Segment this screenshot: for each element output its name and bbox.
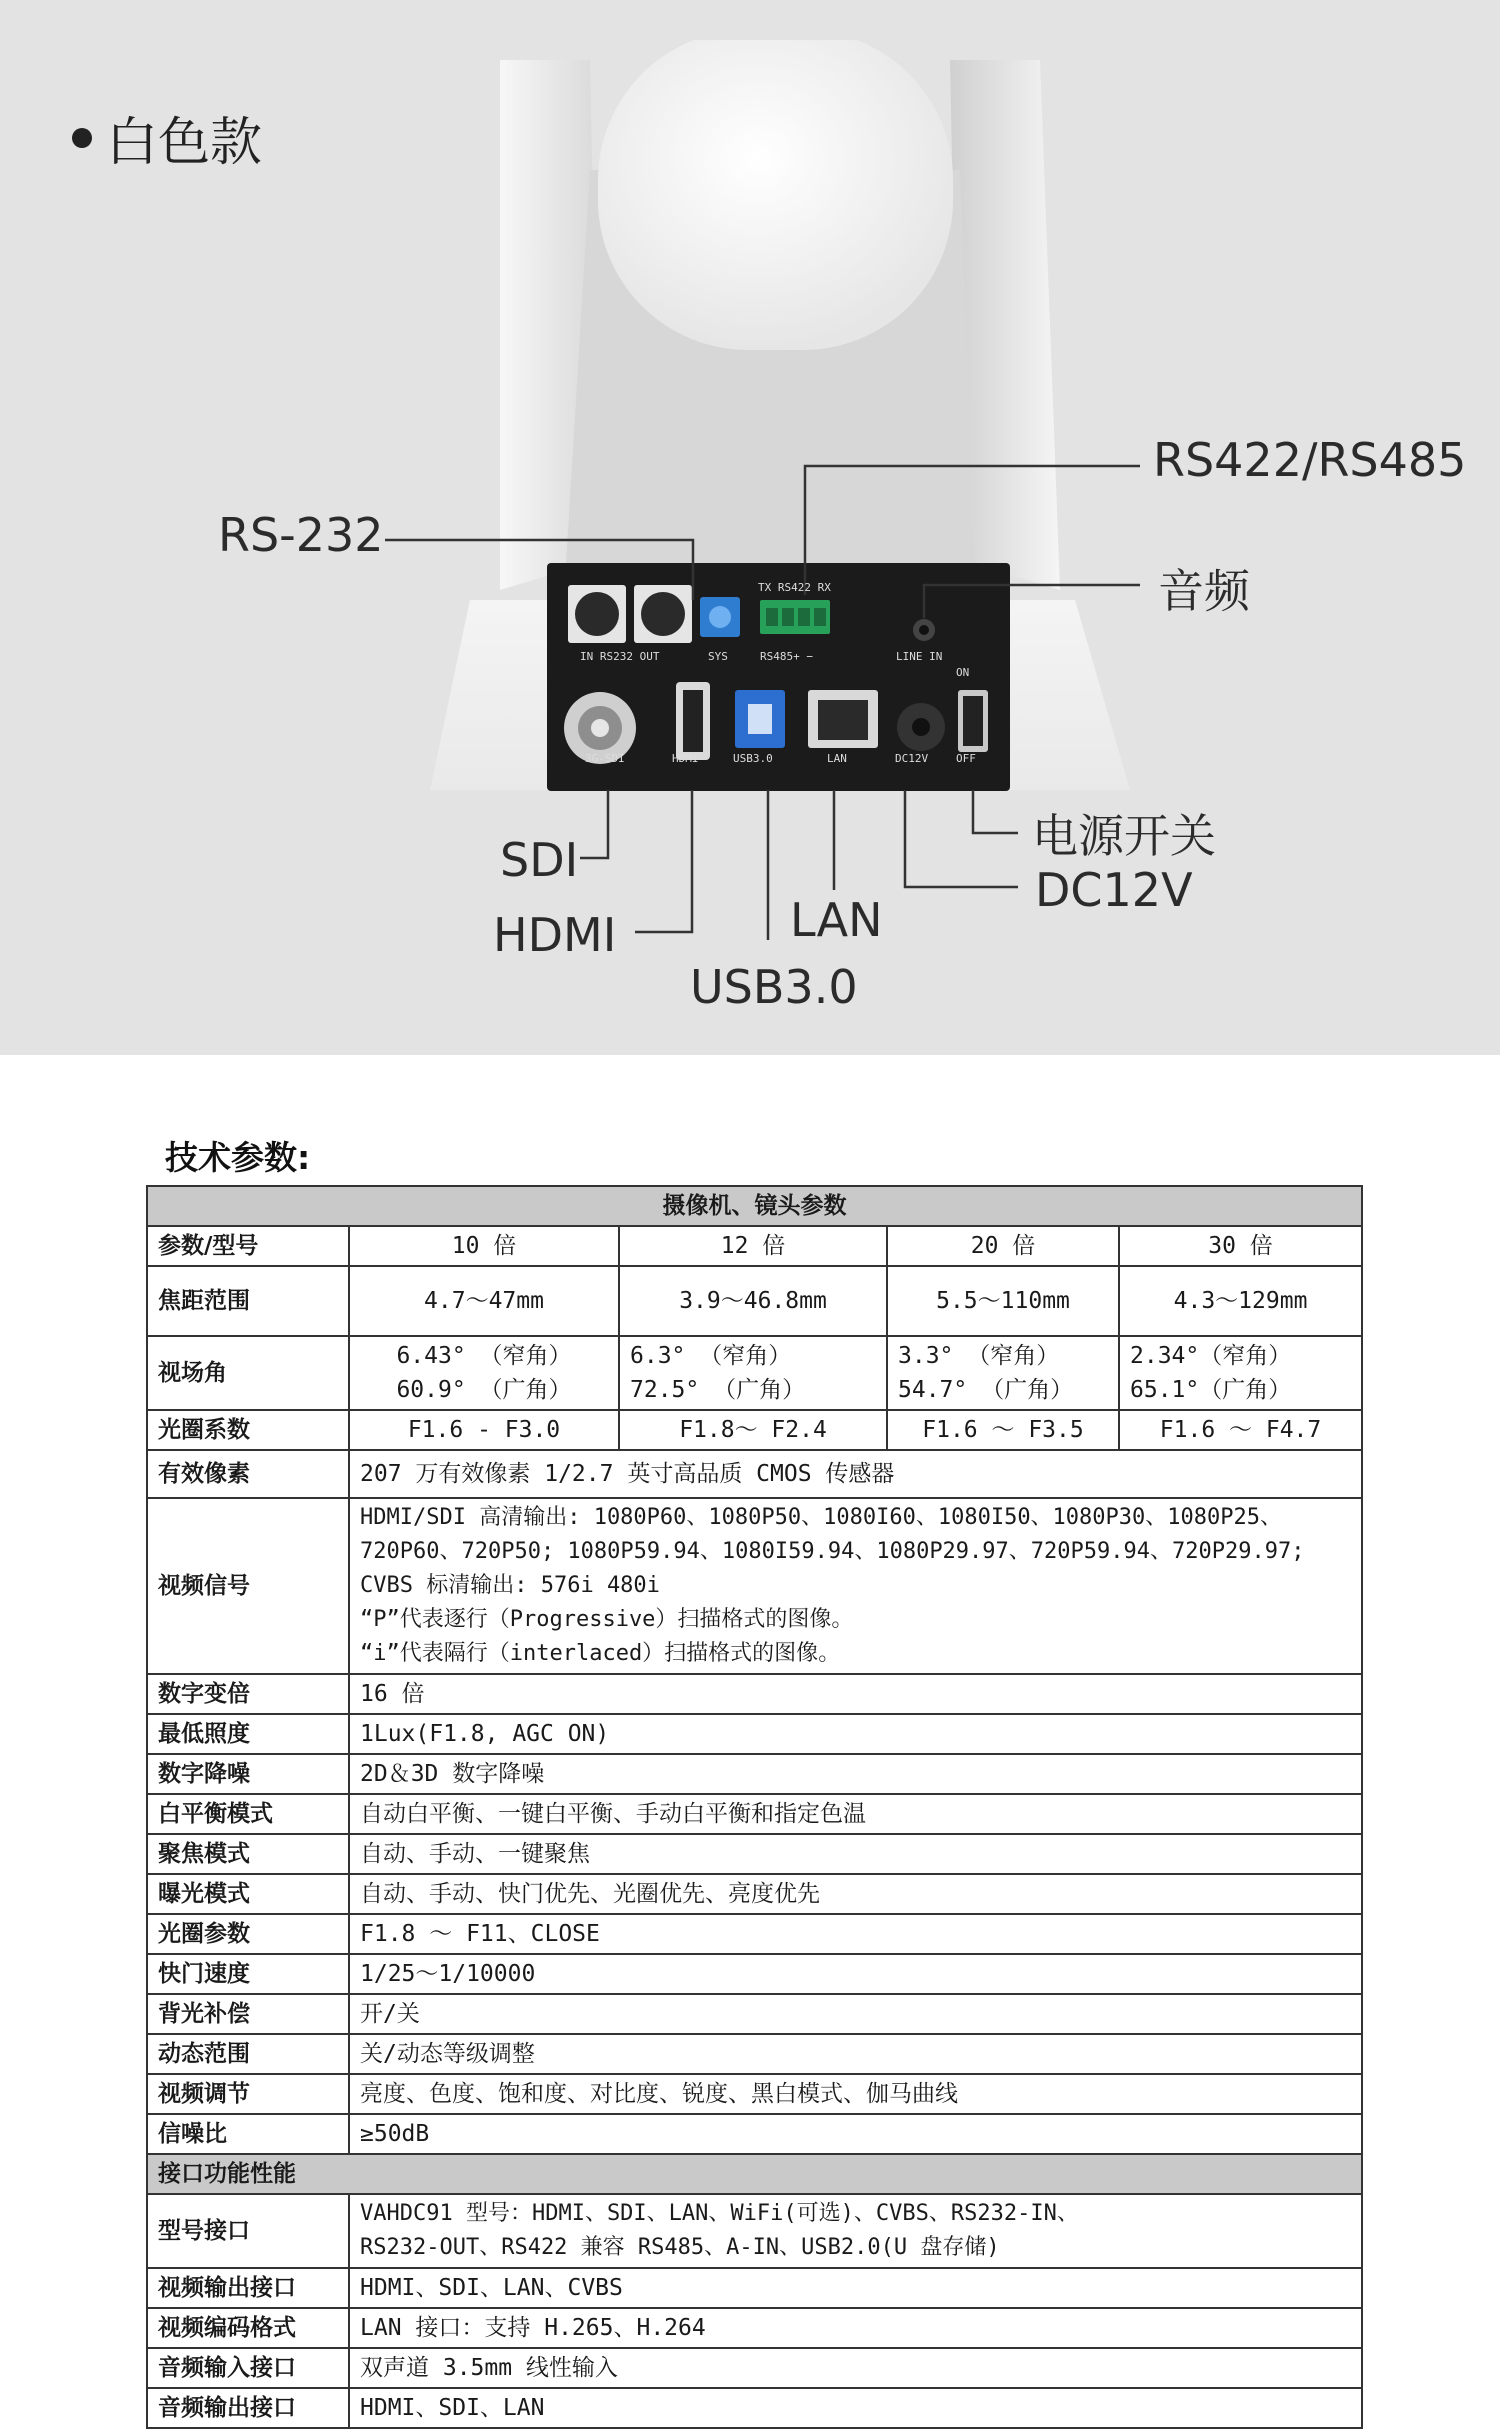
callout-power-switch: 电源开关 xyxy=(1032,809,1216,863)
cell-value: LAN 接口：支持 H.265、H.264 xyxy=(349,2308,1362,2348)
row-label: 有效像素 xyxy=(147,1450,349,1498)
cell-value: 自动、手动、快门优先、光圈优先、亮度优先 xyxy=(349,1874,1362,1914)
cell-value: 3.9～46.8mm xyxy=(619,1266,887,1336)
table-row xyxy=(147,2034,1362,2074)
cell-value: 2D＆3D 数字降噪 xyxy=(349,1754,1362,1794)
product-panel xyxy=(0,0,1500,1055)
table-row xyxy=(147,2388,1362,2428)
row-label: 光圈参数 xyxy=(147,1914,349,1954)
panel-label-dc: DC12V xyxy=(895,752,929,765)
table-row xyxy=(147,1994,1362,2034)
cell-value: 4.7～47mm xyxy=(349,1266,619,1336)
camera-head xyxy=(598,30,953,350)
table-row xyxy=(147,1266,1362,1336)
callout-hdmi: HDMI xyxy=(493,908,617,962)
header-10x: 10 倍 xyxy=(349,1226,619,1266)
cell-value: 2.34°（窄角） 65.1°（广角） xyxy=(1119,1336,1362,1410)
cell-value: 开/关 xyxy=(349,1994,1362,2034)
table-row xyxy=(147,1754,1362,1794)
variant-label: 白色款 xyxy=(106,113,263,173)
section-row-camera xyxy=(147,1186,1362,1226)
table-row xyxy=(147,2268,1362,2308)
leader-dc12v xyxy=(905,790,1018,887)
panel-label-sdi: 3G-SDI xyxy=(585,752,625,765)
panel-label-rs485: RS485+ − xyxy=(760,650,813,663)
row-label: 视频调节 xyxy=(147,2074,349,2114)
cell-value: VAHDC91 型号：HDMI、SDI、LAN、WiFi(可选)、CVBS、RS232-IN、 RS232-OUT、RS422 兼容 RS485、A-IN、USB2.0(U 盘存储) xyxy=(349,2194,1362,2268)
row-label: 视场角 xyxy=(147,1336,349,1410)
row-label: 白平衡模式 xyxy=(147,1794,349,1834)
table-row xyxy=(147,1714,1362,1754)
cell-value: F1.8 ～ F11、CLOSE xyxy=(349,1914,1362,1954)
cell-value: 207 万有效像素 1/2.7 英寸高品质 CMOS 传感器 xyxy=(349,1450,1362,1498)
callout-sdi: SDI xyxy=(500,833,579,887)
row-label: 背光补偿 xyxy=(147,1994,349,2034)
callout-dc12v: DC12V xyxy=(1035,863,1193,917)
panel-label-sys: SYS xyxy=(708,650,728,663)
panel-label-rs232: IN RS232 OUT xyxy=(580,650,660,663)
callout-rs232: RS-232 xyxy=(218,508,384,562)
table-row xyxy=(147,2114,1362,2154)
cell-value: F1.6 ～ F4.7 xyxy=(1119,1410,1362,1450)
panel-label-on: ON xyxy=(956,666,970,679)
spec-title: 技术参数: xyxy=(165,1138,311,1177)
table-row xyxy=(147,2194,1362,2268)
cell-value: F1.6 ～ F3.5 xyxy=(887,1410,1119,1450)
table-row xyxy=(147,1834,1362,1874)
cell-value: 1/25～1/10000 xyxy=(349,1954,1362,1994)
section-camera-label: 摄像机、镜头参数 xyxy=(147,1186,1362,1226)
row-label: 曝光模式 xyxy=(147,1874,349,1914)
header-param: 参数/型号 xyxy=(147,1226,349,1266)
panel-label-usb: USB3.0 xyxy=(733,752,773,765)
cell-value: 6.43° （窄角） 60.9° （广角） xyxy=(349,1336,619,1410)
row-label: 聚焦模式 xyxy=(147,1834,349,1874)
row-label: 动态范围 xyxy=(147,2034,349,2074)
table-row xyxy=(147,1914,1362,1954)
table-row xyxy=(147,2348,1362,2388)
cell-value: F1.8～ F2.4 xyxy=(619,1410,887,1450)
header-30x: 30 倍 xyxy=(1119,1226,1362,1266)
callout-audio: 音频 xyxy=(1158,564,1250,618)
cell-value: 4.3～129mm xyxy=(1119,1266,1362,1336)
header-20x: 20 倍 xyxy=(887,1226,1119,1266)
row-label: 视频输出接口 xyxy=(147,2268,349,2308)
cell-value: ≥50dB xyxy=(349,2114,1362,2154)
leader-hdmi xyxy=(635,790,692,932)
table-row xyxy=(147,2308,1362,2348)
table-row xyxy=(147,2074,1362,2114)
cell-value: 16 倍 xyxy=(349,1674,1362,1714)
cell-value: 关/动态等级调整 xyxy=(349,2034,1362,2074)
row-label: 快门速度 xyxy=(147,1954,349,1994)
callout-usb: USB3.0 xyxy=(690,960,858,1014)
table-row xyxy=(147,1954,1362,1994)
cell-value: F1.6 - F3.0 xyxy=(349,1410,619,1450)
cell-value: 自动白平衡、一键白平衡、手动白平衡和指定色温 xyxy=(349,1794,1362,1834)
panel-label-lan: LAN xyxy=(827,752,847,765)
cell-value: 亮度、色度、饱和度、对比度、锐度、黑白模式、伽马曲线 xyxy=(349,2074,1362,2114)
row-label: 数字降噪 xyxy=(147,1754,349,1794)
row-label: 视频编码格式 xyxy=(147,2308,349,2348)
cell-value: HDMI、SDI、LAN xyxy=(349,2388,1362,2428)
spec-table xyxy=(146,1185,1363,2429)
row-label: 音频输出接口 xyxy=(147,2388,349,2428)
table-row xyxy=(147,1674,1362,1714)
cell-value: 5.5～110mm xyxy=(887,1266,1119,1336)
leader-power xyxy=(973,790,1018,833)
row-label: 视频信号 xyxy=(147,1498,349,1674)
panel-label-off: OFF xyxy=(956,752,976,765)
callout-rs422: RS422/RS485 xyxy=(1153,433,1467,487)
section-interface-label: 接口功能性能 xyxy=(147,2154,1362,2194)
cell-value: 自动、手动、一键聚焦 xyxy=(349,1834,1362,1874)
row-label: 音频输入接口 xyxy=(147,2348,349,2388)
table-row xyxy=(147,1226,1362,1266)
spec-table-wrap xyxy=(146,1185,1361,2429)
cell-value: HDMI/SDI 高清输出: 1080P60、1080P50、1080I60、1080I50、1080P30、1080P25、 720P60、720P50; 1080P59.94、1080I59.94、1080P29.97、720P59.94、720P29.97; CVBS 标清输出: 576i 480i “P”代表逐行（Progressive）扫描格式的图像。 “i”代表隔行（interlaced）扫描格式的图像。 xyxy=(349,1498,1362,1674)
leader-sdi xyxy=(580,790,608,858)
table-row xyxy=(147,1874,1362,1914)
cell-value: 3.3° （窄角） 54.7° （广角） xyxy=(887,1336,1119,1410)
row-label: 光圈系数 xyxy=(147,1410,349,1450)
table-row xyxy=(147,1794,1362,1834)
panel-label-txrx: TX RS422 RX xyxy=(758,581,831,594)
cell-value: HDMI、SDI、LAN、CVBS xyxy=(349,2268,1362,2308)
table-row xyxy=(147,1336,1362,1410)
row-label: 型号接口 xyxy=(147,2194,349,2268)
table-row xyxy=(147,1410,1362,1450)
table-row xyxy=(147,1498,1362,1674)
panel-label-hdmi: HDMI xyxy=(672,752,699,765)
table-row xyxy=(147,1450,1362,1498)
cell-value: 6.3° （窄角） 72.5° （广角） xyxy=(619,1336,887,1410)
row-label: 最低照度 xyxy=(147,1714,349,1754)
cell-value: 1Lux(F1.8, AGC ON) xyxy=(349,1714,1362,1754)
row-label: 数字变倍 xyxy=(147,1674,349,1714)
row-label: 焦距范围 xyxy=(147,1266,349,1336)
section-row-interface xyxy=(147,2154,1362,2194)
row-label: 信噪比 xyxy=(147,2114,349,2154)
header-12x: 12 倍 xyxy=(619,1226,887,1266)
panel-label-linein: LINE IN xyxy=(896,650,943,663)
callout-lan: LAN xyxy=(790,893,883,947)
cell-value: 双声道 3.5mm 线性输入 xyxy=(349,2348,1362,2388)
